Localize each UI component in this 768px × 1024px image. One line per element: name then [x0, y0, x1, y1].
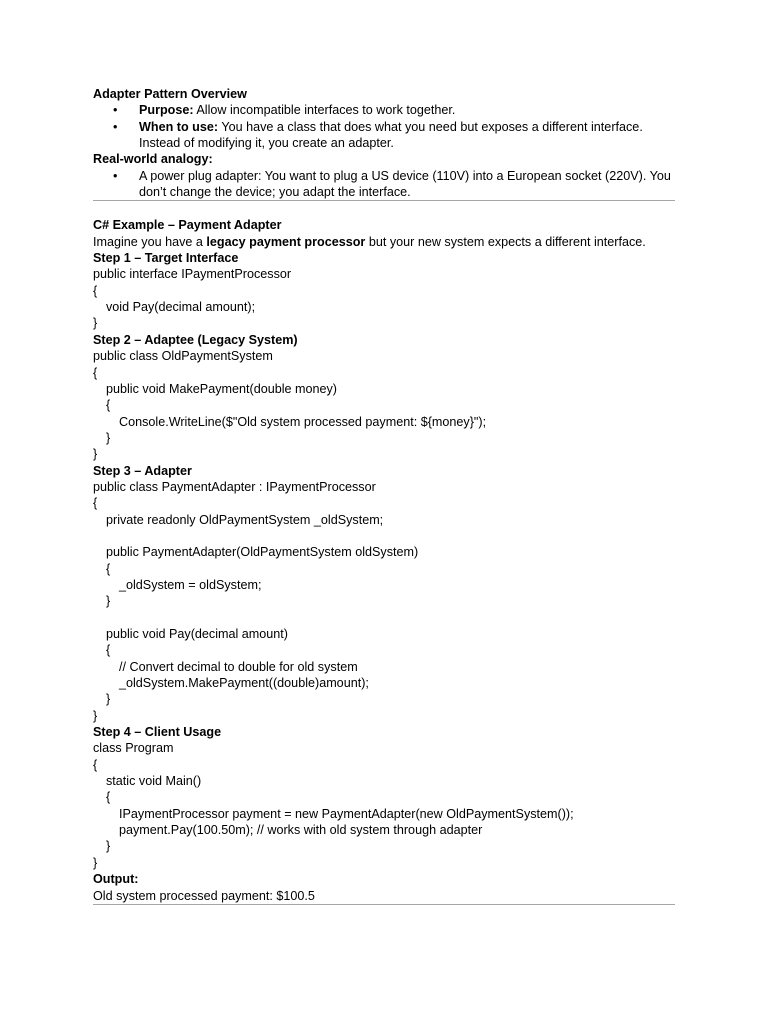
- code-line: static void Main(): [106, 774, 202, 789]
- intro-bold: legacy payment processor: [206, 234, 366, 249]
- code-line: }: [93, 316, 98, 331]
- document-page: [93, 86, 675, 905]
- section-divider: [93, 904, 675, 905]
- bullet-icon: •: [113, 168, 118, 183]
- code-line: public class OldPaymentSystem: [93, 349, 273, 364]
- code-line: public PaymentAdapter(OldPaymentSystem oldSystem): [106, 545, 419, 560]
- code-line: public interface IPaymentProcessor: [93, 267, 292, 282]
- bullet-icon: •: [113, 103, 118, 118]
- when-to-use-bullet: [93, 119, 675, 152]
- step-4-title: Step 4 – Client Usage: [93, 725, 222, 740]
- code-line: {: [93, 757, 98, 772]
- analogy-bullet: [93, 168, 675, 201]
- section-divider: [93, 200, 675, 201]
- code-line: }: [106, 430, 111, 445]
- code-line: private readonly OldPaymentSystem _oldSystem;: [106, 512, 384, 527]
- code-line: {: [93, 365, 98, 380]
- when-to-use-label: When to use:: [139, 119, 219, 134]
- purpose-text: Allow incompatible interfaces to work together.: [193, 103, 456, 118]
- intro-suffix: but your new system expects a different interface.: [365, 234, 646, 249]
- code-line: payment.Pay(100.50m); // works with old system through adapter: [119, 823, 483, 838]
- code-line: }: [93, 708, 98, 723]
- code-line: }: [106, 692, 111, 707]
- code-line: {: [106, 398, 111, 413]
- when-to-use-text: You have a class that does what you need but exposes a different interface. Instead of modifying it, you create an adapter.: [139, 119, 643, 151]
- code-blank-line: [93, 610, 675, 626]
- bullet-icon: •: [113, 119, 118, 134]
- code-line: public void Pay(decimal amount): [106, 627, 288, 641]
- overview-heading: Adapter Pattern Overview: [93, 87, 247, 101]
- output-text: Old system processed payment: $100.5: [93, 888, 315, 903]
- step-3-title: Step 3 – Adapter: [93, 463, 192, 478]
- code-line: }: [93, 855, 98, 870]
- output-label: Output:: [93, 872, 139, 887]
- analogy-heading: Real-world analogy:: [93, 152, 213, 167]
- example-intro: [93, 234, 675, 250]
- step-1-title: Step 1 – Target Interface: [93, 251, 239, 266]
- code-line: Console.WriteLine($"Old system processed payment: ${money}");: [119, 414, 487, 429]
- code-comment-line: // Convert decimal to double for old system: [119, 659, 358, 674]
- code-line: {: [93, 496, 98, 511]
- code-line: }: [106, 839, 111, 854]
- code-line: IPaymentProcessor payment = new PaymentAdapter(new OldPaymentSystem());: [119, 806, 574, 821]
- code-line: public void MakePayment(double money): [106, 381, 338, 396]
- code-line: public class PaymentAdapter : IPaymentProcessor: [93, 479, 376, 494]
- purpose-label: Purpose:: [139, 103, 194, 118]
- code-blank-line: [93, 528, 675, 544]
- code-line: {: [106, 561, 111, 576]
- code-line: void Pay(decimal amount);: [106, 300, 256, 315]
- analogy-bullet-list: [93, 168, 675, 201]
- overview-bullet-list: [93, 102, 675, 151]
- code-line: {: [106, 790, 111, 805]
- code-line: _oldSystem = oldSystem;: [119, 577, 262, 592]
- code-line: {: [106, 643, 111, 658]
- code-line: class Program: [93, 741, 174, 756]
- intro-prefix: Imagine you have a: [93, 234, 207, 249]
- code-line: {: [93, 283, 98, 298]
- code-line: _oldSystem.MakePayment((double)amount);: [119, 676, 369, 691]
- code-line: }: [106, 594, 111, 609]
- purpose-bullet: [93, 102, 675, 118]
- code-line: }: [93, 447, 98, 462]
- example-heading: C# Example – Payment Adapter: [93, 218, 282, 233]
- step-2-title: Step 2 – Adaptee (Legacy System): [93, 332, 298, 347]
- analogy-text: A power plug adapter: You want to plug a US device (110V) into a European socket (220V). You don’t change the device; you adapt the interface.: [139, 168, 671, 200]
